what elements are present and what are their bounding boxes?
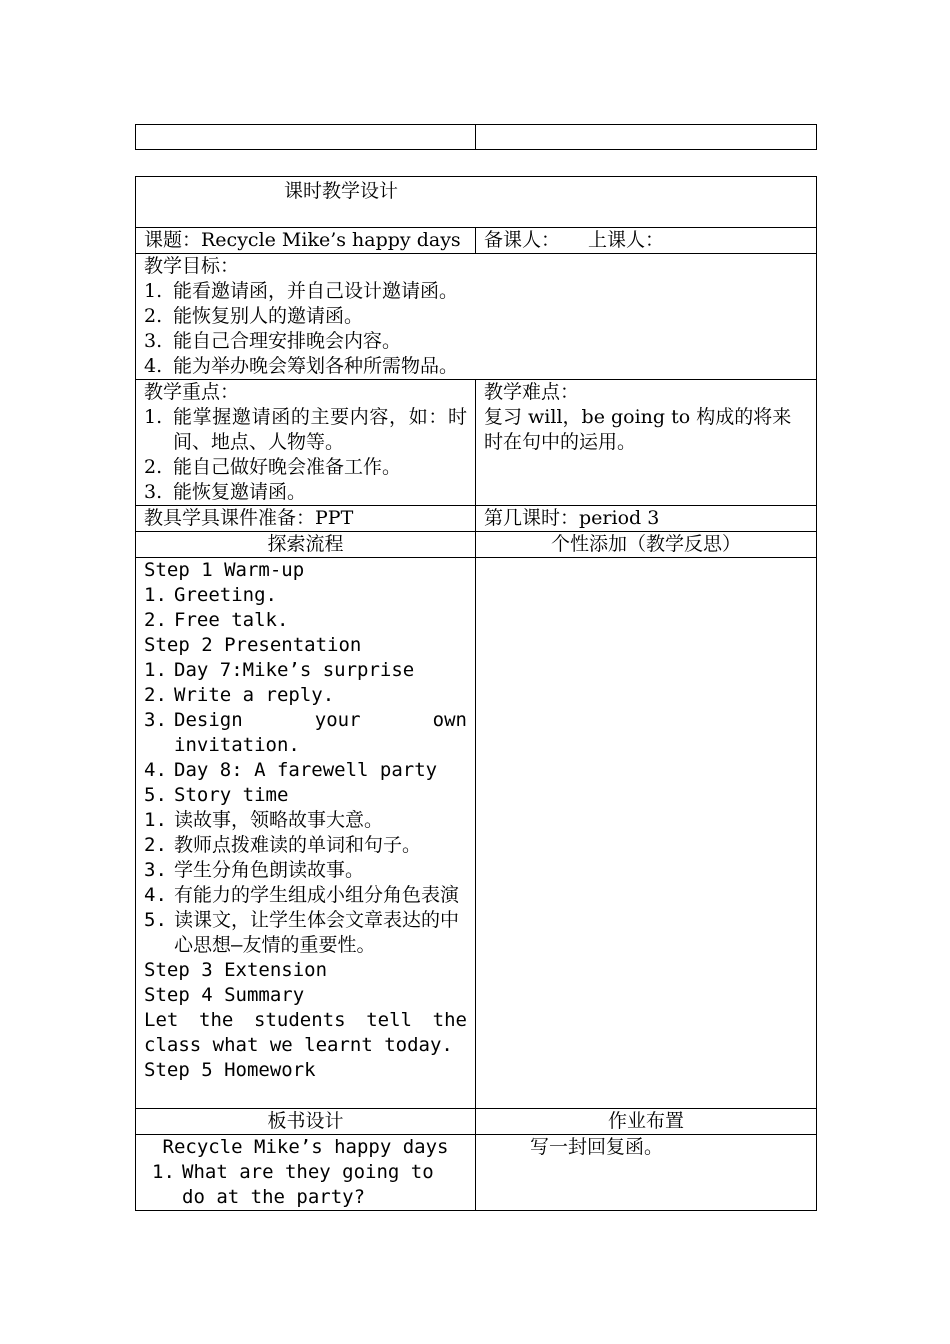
board-cell bbox=[136, 1135, 476, 1211]
step-heading: Step 2 Presentation bbox=[144, 634, 362, 656]
step-item: 5. Story time bbox=[144, 784, 289, 806]
key-point-item: 1. 能掌握邀请函的主要内容，如：时间、地点、人物等。 bbox=[144, 406, 467, 453]
homework-header-cell bbox=[476, 1109, 817, 1135]
key-point-item: 2. 能自己做好晚会准备工作。 bbox=[144, 456, 402, 478]
period-cell bbox=[476, 506, 817, 532]
teacher-cell bbox=[476, 228, 817, 254]
step-item: 3. Design your own invitation. bbox=[144, 709, 467, 756]
objectives-label: 教学目标： bbox=[144, 255, 240, 277]
step-heading: Step 3 Extension bbox=[144, 959, 328, 981]
page-title: 课时教学设计 bbox=[284, 180, 399, 202]
objective-item: 2. 能恢复别人的邀请函。 bbox=[144, 305, 364, 327]
homework-cell bbox=[476, 1135, 817, 1211]
key-points-label: 教学重点： bbox=[144, 381, 240, 403]
reflection-cell bbox=[476, 558, 817, 1109]
homework-text: 写一封回复函。 bbox=[530, 1136, 664, 1158]
story-item: 5. 读课文，让学生体会文章表达的中心思想—友情的重要性。 bbox=[144, 909, 460, 956]
board-header-cell bbox=[136, 1109, 476, 1135]
preparer-label: 备课人： bbox=[484, 229, 561, 251]
step-heading: Step 5 Homework bbox=[144, 1059, 316, 1081]
board-item: 1. What are they going to do at the party? bbox=[152, 1161, 434, 1208]
materials-cell bbox=[136, 506, 476, 532]
topic-cell bbox=[136, 228, 476, 254]
key-point-item: 3. 能恢复邀请函。 bbox=[144, 481, 307, 503]
board-title: Recycle Mike’s happy days bbox=[162, 1136, 449, 1158]
process-header: 探索流程 bbox=[267, 533, 344, 555]
objectives-cell bbox=[136, 254, 817, 380]
process-header-cell bbox=[136, 532, 476, 558]
top-blank-table bbox=[135, 124, 817, 150]
board-header: 板书设计 bbox=[267, 1110, 344, 1132]
difficulties-label: 教学难点： bbox=[484, 381, 580, 403]
blank-cell-left bbox=[136, 125, 476, 150]
step-item: 2. Free talk. bbox=[144, 609, 289, 631]
blank-cell-right bbox=[476, 125, 817, 150]
period-text: 第几课时：period 3 bbox=[484, 507, 660, 529]
story-item: 1. 读故事，领略故事大意。 bbox=[144, 809, 384, 831]
step-item: 1. Greeting. bbox=[144, 584, 277, 606]
homework-header: 作业布置 bbox=[608, 1110, 685, 1132]
reflection-header: 个性添加（教学反思） bbox=[551, 533, 742, 555]
objective-item: 3. 能自己合理安排晚会内容。 bbox=[144, 330, 402, 352]
teacher-label: 上课人： bbox=[588, 229, 665, 251]
step-item: 4. Day 8: A farewell party bbox=[144, 759, 438, 781]
title-cell bbox=[136, 177, 817, 228]
lesson-plan-table bbox=[135, 176, 817, 1211]
step-item: 2. Write a reply. bbox=[144, 684, 335, 706]
story-item: 2. 教师点拨难读的单词和句子。 bbox=[144, 834, 422, 856]
difficulties-cell bbox=[476, 380, 817, 506]
difficulties-text: 复习 will，be going to 构成的将来时在句中的运用。 bbox=[484, 406, 792, 453]
reflection-header-cell bbox=[476, 532, 817, 558]
objective-item: 4. 能为举办晚会筹划各种所需物品。 bbox=[144, 355, 459, 377]
step-heading: Step 4 Summary bbox=[144, 984, 305, 1006]
summary-text: Let the students tell the class what we learnt today. bbox=[144, 1009, 467, 1056]
key-points-cell bbox=[136, 380, 476, 506]
process-cell bbox=[136, 558, 476, 1109]
story-item: 4. 有能力的学生组成小组分角色表演 bbox=[144, 884, 460, 906]
step-item: 1. Day 7:Mike’s surprise bbox=[144, 659, 415, 681]
step-heading: Step 1 Warm-up bbox=[144, 559, 305, 581]
materials-text: 教具学具课件准备：PPT bbox=[144, 507, 354, 529]
lesson-topic: 课题：Recycle Mike’s happy days bbox=[144, 229, 461, 251]
story-item: 3. 学生分角色朗读故事。 bbox=[144, 859, 365, 881]
objective-item: 1. 能看邀请函，并自己设计邀请函。 bbox=[144, 280, 459, 302]
